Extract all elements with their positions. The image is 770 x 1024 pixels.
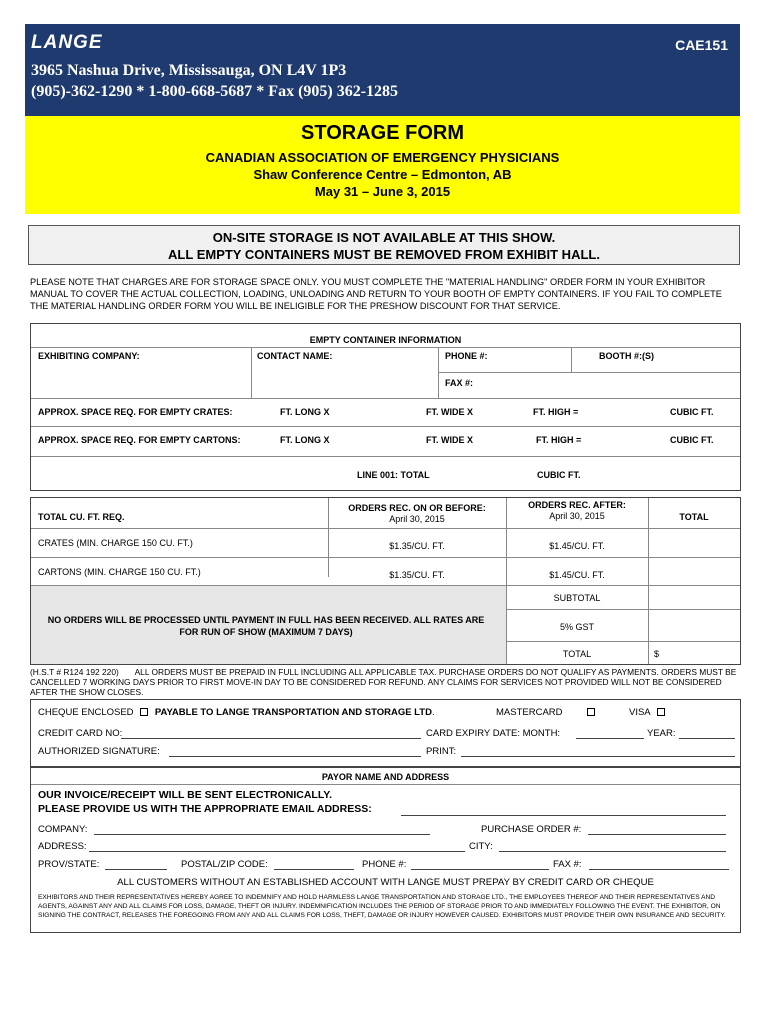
cartons-ft-high: FT. HIGH = <box>536 435 582 445</box>
notice-line-1: ON-SITE STORAGE IS NOT AVAILABLE AT THIS SHOW. <box>212 230 556 245</box>
hst-number: (H.S.T # R124 192 220) <box>30 667 119 677</box>
indemnity-clause: EXHIBITORS AND THEIR REPRESENTATIVES HEREBY AGREE TO INDEMNIFY AND HOLD HARMLESS LANGE TRANSPORTATION AND STORAGE LTD., THE EMPLOYEES THEREOF AND THEIR REPRESENTATIVES AND AGENTS, AGAINST ANY AND ALL CLAIMS FOR LOSS, DAMAGE, THEFT OR INJURY. INDEMNIFICATION INCLUDES THE PERIOD OF STORAGE PRIOR TO AND IMMEDIATELY FOLLOWING THE EVENT. THE EXHIBITOR, ON SIGNING THE CONTRACT, RELEASES THE FOREGOING FROM ANY AND ALL CLAIMS FOR LOSS, THEFT, DAMAGE OR INJURY HOWEVER CAUSED. EXHIBITORS MUST PROVIDE THEIR OWN INSURANCE AND SECURITY. <box>38 894 726 919</box>
prov-label: PROV/STATE: <box>38 859 100 870</box>
visa-label: VISA <box>629 707 651 718</box>
address-label: ADDRESS: <box>38 841 87 852</box>
po-label: PURCHASE ORDER #: <box>481 824 582 835</box>
col-after-label: ORDERS REC. AFTER: <box>528 500 626 510</box>
cheque-label: CHEQUE ENCLOSED <box>38 707 134 718</box>
card-no-label: CREDIT CARD NO: <box>38 728 123 739</box>
gst-label: 5% GST <box>559 622 594 632</box>
col-after <box>506 500 648 521</box>
print-label: PRINT: <box>426 746 457 757</box>
payable-to: PAYABLE TO LANGE TRANSPORTATION AND STORAGE LTD <box>154 707 432 718</box>
visa-checkbox[interactable] <box>657 708 665 716</box>
form-code: CAE151 <box>675 37 728 53</box>
mastercard-checkbox[interactable] <box>587 708 595 716</box>
city-field[interactable] <box>499 851 726 852</box>
event-dates: May 31 – June 3, 2015 <box>314 184 451 199</box>
cartons-space-label: APPROX. SPACE REQ. FOR EMPTY CARTONS: <box>38 435 241 445</box>
fax-label-payor: FAX #: <box>553 859 582 870</box>
total-dollar-sign: $ <box>654 649 660 659</box>
card-no-field[interactable] <box>121 738 421 739</box>
expiry-label: CARD EXPIRY DATE: MONTH: <box>426 728 561 739</box>
postal-field[interactable] <box>274 869 354 870</box>
fax-field[interactable] <box>589 869 729 870</box>
crates-row-label: CRATES (MIN. CHARGE 150 CU. FT.) <box>38 538 193 548</box>
storage-notice <box>28 225 740 265</box>
section-title: EMPTY CONTAINER INFORMATION <box>309 335 462 345</box>
po-field[interactable] <box>588 834 726 835</box>
mastercard-label: MASTERCARD <box>496 707 563 718</box>
company-address <box>31 60 398 102</box>
invoice-line-2: PLEASE PROVIDE US WITH THE APPROPRIATE EMAIL ADDRESS: <box>38 803 372 815</box>
phone-label: PHONE #: <box>445 351 488 361</box>
signature-field[interactable] <box>169 756 421 757</box>
payor-title: PAYOR NAME AND ADDRESS <box>321 772 450 782</box>
col-total: TOTAL <box>679 512 709 522</box>
col-before-label: ORDERS REC. ON OR BEFORE: <box>348 503 486 513</box>
cartons-row-label: CARTONS (MIN. CHARGE 150 CU. FT.) <box>38 567 201 577</box>
cartons-before-rate: $1.35/CU. FT. <box>389 570 445 580</box>
col-total-req: TOTAL CU. FT. REQ. <box>38 512 125 522</box>
phone-label-payor: PHONE #: <box>362 859 407 870</box>
event-banner <box>25 116 740 214</box>
city-label: CITY: <box>469 841 493 852</box>
cartons-ft-long: FT. LONG X <box>280 435 330 445</box>
crates-cubic-ft: CUBIC FT. <box>670 407 714 417</box>
intro-paragraph: PLEASE NOTE THAT CHARGES ARE FOR STORAGE SPACE ONLY. YOU MUST COMPLETE THE "MATERIAL HANDLING" ORDER FORM IN YOUR EXHIBITOR MANUAL TO COVER THE ACTUAL COLLECTION, LOADING, UNLOADING AND RETURN TO YOUR BOOTH OF EMPTY CONTAINERS. IF YOU FAIL TO COMPLETE THE MATERIAL HANDLING ORDER FORM YOU WILL BE INELIGIBLE FOR THE PRESHOW DISCOUNT FOR THAT SERVICE. <box>30 277 722 311</box>
cheque-row <box>38 707 435 718</box>
mastercard-option <box>496 707 599 718</box>
payor-section <box>30 767 741 933</box>
exhibiting-company-label: EXHIBITING COMPANY: <box>38 351 140 361</box>
email-field[interactable] <box>401 815 726 816</box>
company-logo: LANGE <box>31 32 103 53</box>
prepay-notice: ALL CUSTOMERS WITHOUT AN ESTABLISHED ACCOUNT WITH LANGE MUST PREPAY BY CREDIT CARD OR CHEQUE <box>117 877 654 888</box>
invoice-line-1: OUR INVOICE/RECEIPT WILL BE SENT ELECTRONICALLY. <box>38 789 333 801</box>
payable-period: . <box>431 707 435 718</box>
col-before <box>328 503 506 524</box>
cartons-after-rate: $1.45/CU. FT. <box>549 570 605 580</box>
form-title: STORAGE FORM <box>301 122 464 144</box>
tax-note-text: ALL ORDERS MUST BE PREPAID IN FULL INCLUDING ALL APPLICABLE TAX. PURCHASE ORDERS DO NOT QUALIFY AS PAYMENTS. ORDERS MUST BE CANCELLED 7 WORKING DAYS PRIOR TO FIRST MOVE-IN DAY TO BE CONSIDERED FOR REFUND. ANY CLAIMS FOR SERVICES NOT PROVIDED WILL NOT BE CONSIDERED AFTER THE SHOW CLOSES. <box>30 667 737 697</box>
booth-label: BOOTH #:(S) <box>599 351 654 361</box>
payment-notice: NO ORDERS WILL BE PROCESSED UNTIL PAYMENT IN FULL HAS BEEN RECEIVED. ALL RATES ARE FOR RUN OF SHOW (MAXIMUM 7 DAYS) <box>47 615 485 637</box>
company-field[interactable] <box>94 834 430 835</box>
cartons-ft-wide: FT. WIDE X <box>426 435 473 445</box>
fax-label: FAX #: <box>445 378 474 388</box>
contact-name-label: CONTACT NAME: <box>257 351 333 361</box>
container-info-section <box>30 323 741 491</box>
subtotal-label: SUBTOTAL <box>553 593 601 603</box>
notice-line-2: ALL EMPTY CONTAINERS MUST BE REMOVED FROM EXHIBIT HALL. <box>168 247 600 262</box>
venue: Shaw Conference Centre – Edmonton, AB <box>253 167 512 182</box>
crates-ft-long: FT. LONG X <box>280 407 330 417</box>
company-label: COMPANY: <box>38 824 88 835</box>
crates-after-rate: $1.45/CU. FT. <box>549 541 605 551</box>
cheque-checkbox[interactable] <box>140 708 148 716</box>
association-name: CANADIAN ASSOCIATION OF EMERGENCY PHYSICIANS <box>205 150 560 165</box>
line-cubic-label: CUBIC FT. <box>537 470 581 480</box>
tax-note <box>30 667 742 697</box>
expiry-year-field[interactable] <box>679 738 735 739</box>
line-total-label: LINE 001: TOTAL <box>357 470 430 480</box>
visa-option <box>629 707 669 718</box>
pricing-table <box>30 497 741 665</box>
address-field[interactable] <box>89 851 465 852</box>
col-after-date: April 30, 2015 <box>549 511 605 521</box>
company-header <box>25 24 740 116</box>
postal-label: POSTAL/ZIP CODE: <box>181 859 268 870</box>
year-label: YEAR: <box>647 728 676 739</box>
print-field[interactable] <box>461 756 735 757</box>
crates-ft-wide: FT. WIDE X <box>426 407 473 417</box>
phone-field[interactable] <box>411 869 549 870</box>
crates-space-label: APPROX. SPACE REQ. FOR EMPTY CRATES: <box>38 407 233 417</box>
payment-section <box>30 699 741 767</box>
crates-ft-high: FT. HIGH = <box>533 407 579 417</box>
total-label: TOTAL <box>562 649 592 659</box>
crates-before-rate: $1.35/CU. FT. <box>389 541 445 551</box>
col-before-date: April 30, 2015 <box>389 514 445 524</box>
signature-label: AUTHORIZED SIGNATURE: <box>38 746 160 757</box>
phone-line: (905)-362-1290 * 1-800-668-5687 * Fax (905) 362-1285 <box>31 83 399 100</box>
expiry-month-field[interactable] <box>576 738 644 739</box>
prov-field[interactable] <box>105 869 167 870</box>
address-line: 3965 Nashua Drive, Mississauga, ON L4V 1P3 <box>31 62 347 79</box>
cartons-cubic-ft: CUBIC FT. <box>670 435 714 445</box>
